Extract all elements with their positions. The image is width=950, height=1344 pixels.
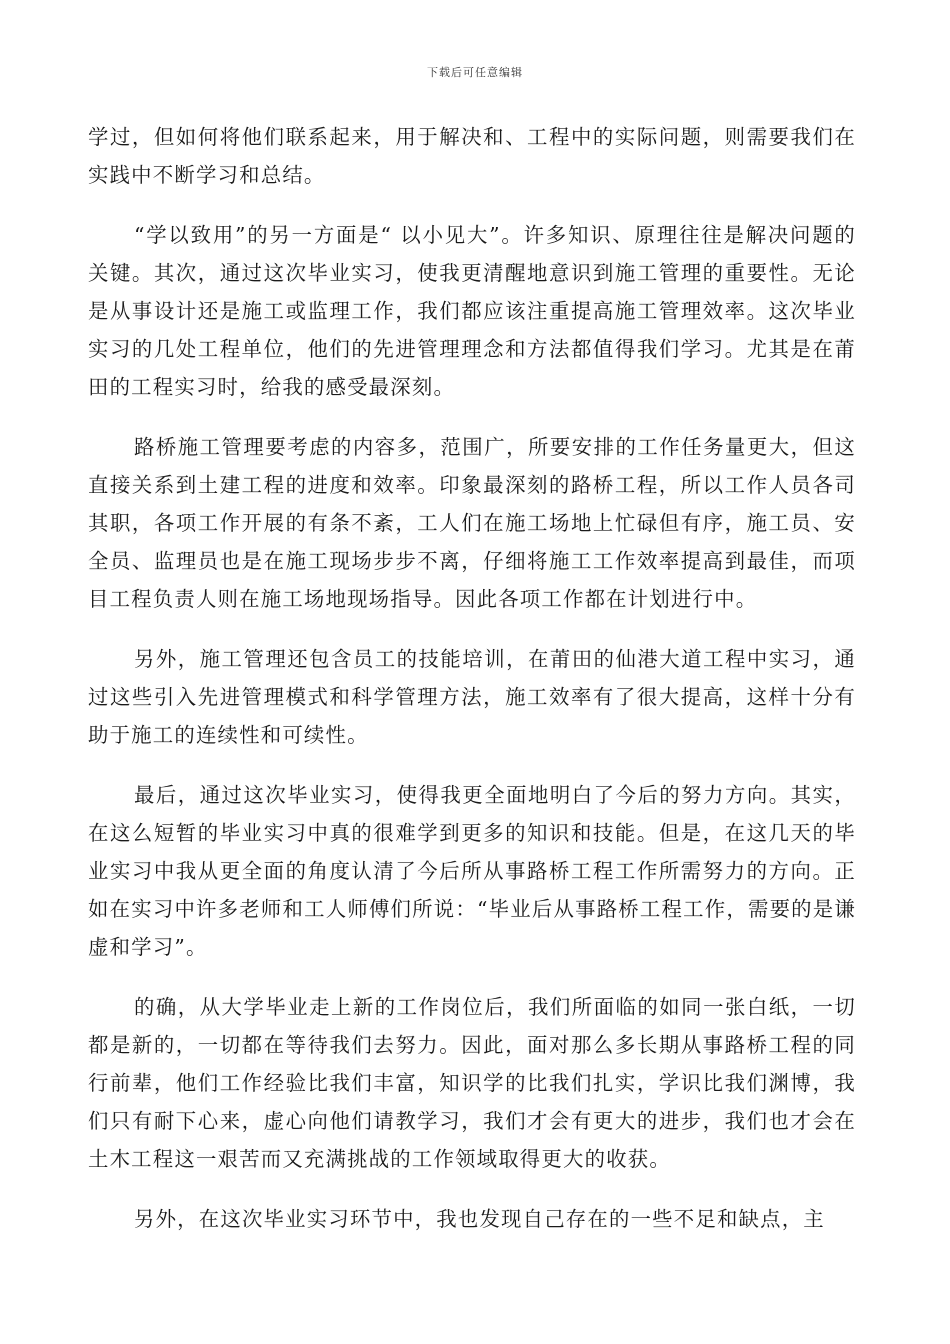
paragraph-6: 的确，从大学毕业走上新的工作岗位后，我们所面临的如同一张白纸，一切都是新的，一切都在等待我们去努力。因此，面对那么多长期从事路桥工程的同行前辈，他们工作经验比我们丰富，知识学的比我们扎实，学识比我们渊博，我们只有耐下心来，虚心向他们请教学习，我们才会有更大的进步，我们也才会在土木工程这一艰苦而又充满挑战的工作领域取得更大的收获。 [88,995,856,1171]
page-header: 下载后可任意编辑 [427,66,523,79]
paragraph-5: 最后，通过这次毕业实习，使得我更全面地明白了今后的努力方向。其实，在这么短暂的毕业实习中真的很难学到更多的知识和技能。但是，在这几天的毕业实习中我从更全面的角度认清了今后所从事路桥工程工作所需努力的方向。正如在实习中许多老师和工人师傅们所说：“毕业后从事路桥工程工作，需要的是谦虚和学习”。 [88,783,856,959]
document-body [88,118,856,1260]
paragraph-3: 路桥施工管理要考虑的内容多，范围广，所要安排的工作任务量更大，但这直接关系到土建工程的进度和效率。印象最深刻的路桥工程，所以工作人员各司其职，各项工作开展的有条不紊，工人们在施工场地上忙碌但有序，施工员、安全员、监理员也是在施工现场步步不离，仔细将施工工作效率提高到最佳，而项目工程负责人则在施工场地现场指导。因此各项工作都在计划进行中。 [88,435,856,611]
paragraph-4: 另外，施工管理还包含员工的技能培训，在莆田的仙港大道工程中实习，通过这些引入先进管理模式和科学管理方法，施工效率有了很大提高，这样十分有助于施工的连续性和可续性。 [88,647,856,747]
paragraph-2: “学以致用”的另一方面是“ 以小见大”。许多知识、原理往往是解决问题的关键。其次，通过这次毕业实习，使我更清醒地意识到施工管理的重要性。无论是从事设计还是施工或监理工作，我们都应该注重提高施工管理效率。这次毕业实习的几处工程单位，他们的先进管理理念和方法都值得我们学习。尤其是在莆田的工程实习时，给我的感受最深刻。 [88,223,856,399]
paragraph-7: 另外，在这次毕业实习环节中，我也发现自己存在的一些不足和缺点，主 [134,1207,825,1231]
paragraph-1: 学过，但如何将他们联系起来，用于解决和、工程中的实际问题，则需要我们在实践中不断学习和总结。 [88,125,856,187]
